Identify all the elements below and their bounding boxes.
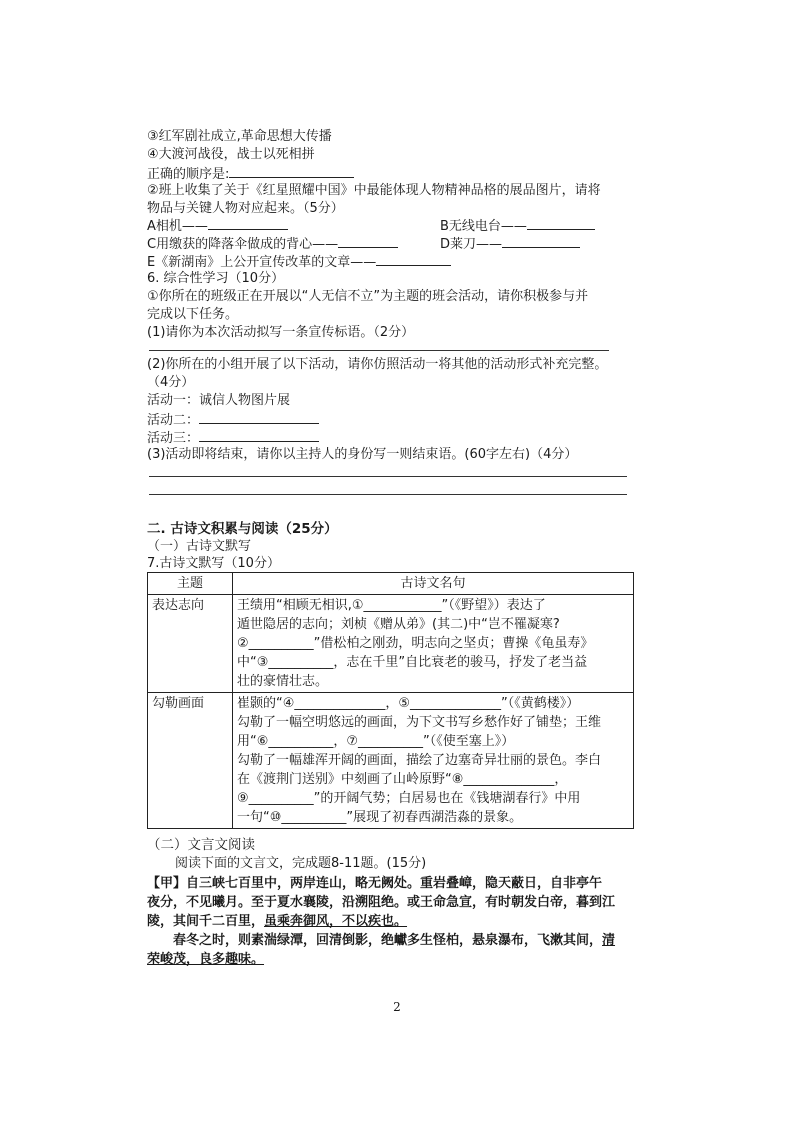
passage-line	[147, 931, 647, 950]
q6-intro-line2: 完成以下任务。	[147, 307, 239, 322]
row2-line: 勾勒了一幅空明悠远的画面，为下文书写乡愁作好了铺垫；王维	[237, 715, 602, 730]
q6-activity-3-label: 活动三：	[147, 431, 200, 446]
q5-option-e	[147, 252, 451, 272]
row2-content[interactable]	[233, 693, 634, 829]
q6-activity-1: 活动一：诚信人物图片展	[147, 393, 291, 408]
passage-text: 春冬之时，则素湍绿潭，回清倒影，绝巘多生怪柏，悬泉瀑布，飞漱其间，	[173, 933, 603, 948]
reading-passage-jia	[147, 874, 647, 969]
poetry-table	[147, 572, 634, 829]
q6-activity-2-label: 活动二：	[147, 413, 200, 428]
q5-option-a-label: A相机——	[147, 219, 208, 234]
row2-topic: 勾勒画面	[148, 693, 233, 829]
header-lines: 古诗文名句	[233, 573, 634, 595]
q5-order-blank[interactable]	[229, 164, 354, 178]
part2-instruction: 阅读下面的文言文，完成题8-11题。(15分)	[175, 856, 427, 871]
row1-line: 遁世隐居的志向；刘桢《赠从弟》(其二)中“岂不罹凝寒?	[237, 617, 560, 632]
row1-line: 壮的豪情壮志。	[237, 674, 329, 689]
passage-line	[147, 912, 647, 931]
q7-title: 7.古诗文默写（10分）	[147, 556, 280, 571]
q6-sub3-answer-line-2[interactable]	[149, 494, 627, 495]
q5-option-d	[440, 234, 580, 254]
q5-option-b-blank[interactable]	[527, 216, 595, 230]
q5-option-d-blank[interactable]	[502, 234, 580, 248]
q6-sub2-line2: （4分）	[147, 375, 195, 390]
q6-intro-line1: ①你所在的班级正在开展以“人无信不立”为主题的班会活动，请你积极参与并	[147, 289, 589, 304]
q6-title: 6. 综合性学习（10分）	[147, 271, 285, 286]
row2-line: 一句“⑩__________”展现了初春西湖浩淼的景象。	[237, 810, 523, 825]
q5-item-4: ④大渡河战役，战士以死相拼	[147, 147, 315, 162]
row1-line: ②__________”借松柏之刚劲，明志向之坚贞；曹操《龟虽寿》	[237, 636, 594, 651]
row2-line: 用“⑥__________，⑦__________”（《使至塞上》）	[237, 734, 515, 749]
q6-activity-2	[147, 410, 319, 430]
row1-line: 中“③__________，志在千里”自比衰老的骏马，抒发了老当益	[237, 655, 588, 670]
row2-line: 勾勒了一幅雄浑开阔的画面，描绘了边塞奇异壮丽的景色。李白	[237, 753, 602, 768]
q6-activity-3	[147, 428, 319, 448]
q5-item-3: ③红军剧社成立,革命思想大传播	[147, 129, 332, 144]
q5-option-a-blank[interactable]	[208, 216, 288, 230]
q5-option-b	[440, 216, 595, 236]
table-header-row	[148, 573, 634, 595]
q5-order-label: 正确的顺序是:	[147, 167, 230, 182]
passage-underlined-text: 清	[602, 933, 616, 948]
q6-activity-3-blank[interactable]	[199, 428, 319, 442]
table-row	[148, 595, 634, 693]
q6-sub2-line1: (2)你所在的小组开展了以下活动，请你仿照活动一将其他的活动形式补充完整。	[147, 357, 608, 372]
q6-activity-2-blank[interactable]	[199, 410, 319, 424]
q6-sub3: (3)活动即将结束，请你以主持人的身份写一则结束语。(60字左右)（4分）	[147, 447, 578, 462]
q5-option-e-blank[interactable]	[376, 252, 451, 266]
q5-option-b-label: B无线电台——	[440, 219, 527, 234]
passage-line: 夜分，不见曦月。至于夏水襄陵，沿溯阻绝。或王命急宣，有时朝发白帝，暮到江	[147, 895, 616, 910]
section2-part1: （一）古诗文默写	[147, 539, 252, 554]
passage-line: 【甲】自三峡七百里中，两岸连山，略无阙处。重岩叠嶂，隐天蔽日，自非亭午	[147, 876, 603, 891]
q5-option-d-label: D莱刀——	[440, 237, 503, 252]
q5-q2-line2: 物品与关键人物对应起来。（5分）	[147, 201, 344, 216]
q5-option-c-blank[interactable]	[338, 234, 398, 248]
section2-title: 二. 古诗文积累与阅读（25分）	[147, 521, 338, 537]
passage-text: 陵，其间千二百里，	[147, 914, 265, 929]
row1-topic: 表达志向	[148, 595, 233, 693]
q5-option-e-label: E《新湖南》上公开宣传改革的文章——	[147, 255, 377, 270]
q5-option-c-label: C用缴获的降落伞做成的背心——	[147, 237, 339, 252]
q6-sub1: (1)请你为本次活动拟写一条宣传标语。（2分）	[147, 325, 415, 340]
row1-line: 王绩用“相顾无相识,①____________”（《野望》）表达了	[237, 598, 546, 613]
q5-option-a	[147, 216, 288, 236]
row2-line: 崔颢的“④______________，⑤______________”（《黄鹤楼》）	[237, 696, 580, 711]
q5-option-c	[147, 234, 398, 254]
q5-q2-line1: ②班上收集了关于《红星照耀中国》中最能体现人物精神品格的展品图片，请将	[147, 183, 601, 198]
row2-line: 在《渡荆门送别》中刻画了山岭原野“⑧______________，	[237, 772, 568, 787]
row1-content[interactable]	[233, 595, 634, 693]
q5-order-row	[147, 164, 354, 184]
passage-line	[147, 950, 647, 969]
table-row	[148, 693, 634, 829]
q6-sub1-answer-line[interactable]	[149, 350, 609, 351]
passage-underlined-text: 虽乘奔御风，不以疾也。	[264, 914, 408, 929]
passage-underlined-text: 荣峻茂，良多趣味。	[147, 952, 265, 967]
q6-sub3-answer-line-1[interactable]	[149, 476, 627, 477]
part2-title: （二）文言文阅读	[147, 837, 255, 853]
page-number: 2	[393, 1000, 401, 1014]
header-topic: 主题	[148, 573, 233, 595]
row2-line: ⑨__________”的开阔气势；白居易也在《钱塘湖春行》中用	[237, 791, 581, 806]
